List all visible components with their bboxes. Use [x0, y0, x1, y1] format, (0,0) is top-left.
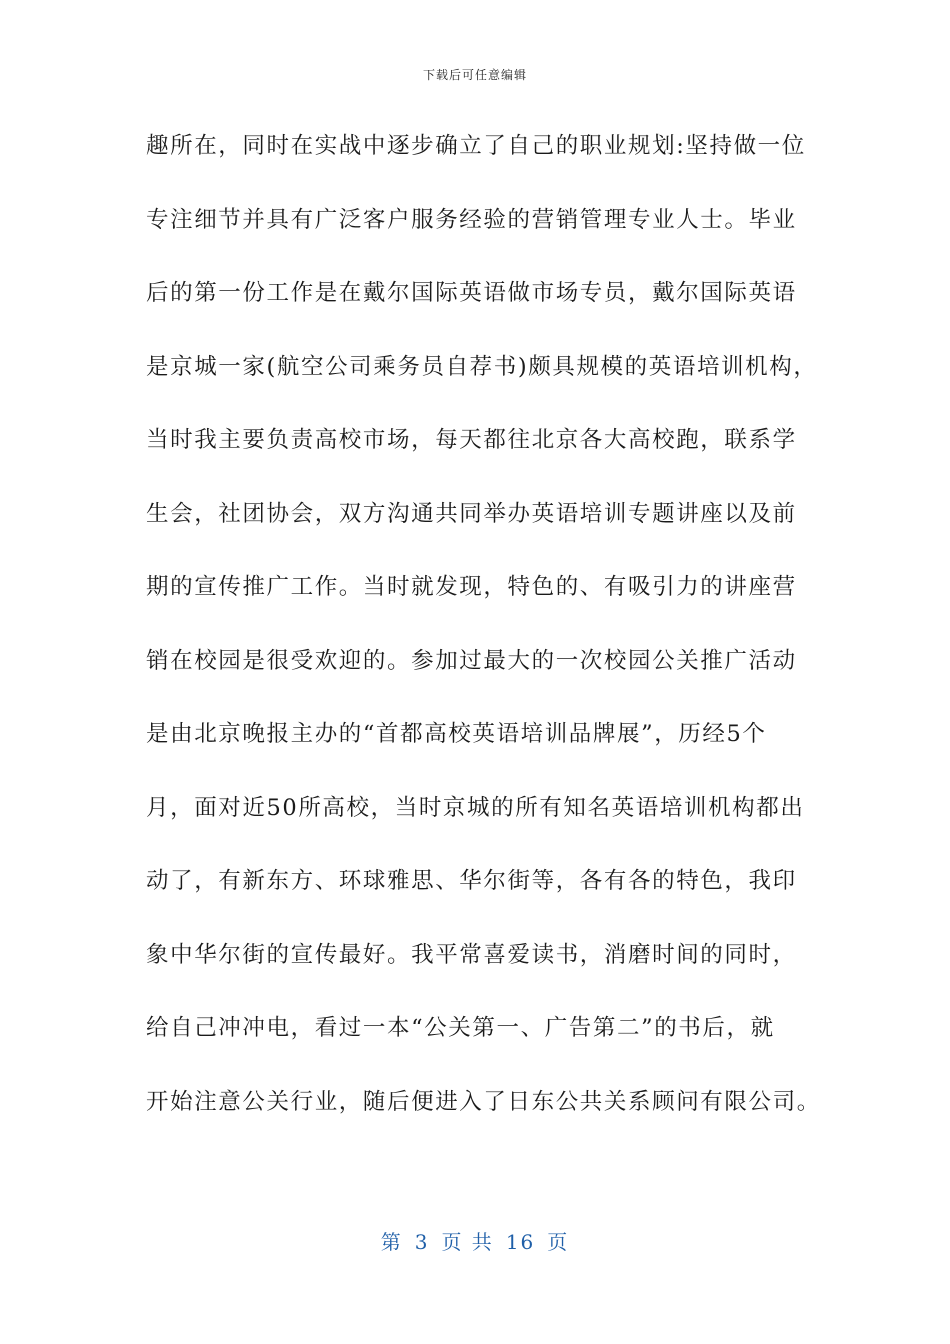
body-line: 开始注意公关行业，随后便进入了日东公共关系顾问有限公司。 [146, 1088, 821, 1115]
body-line: 生会，社团协会，双方沟通共同举办英语培训专题讲座以及前 [146, 500, 797, 527]
body-line: 动了，有新东方、环球雅思、华尔街等，各有各的特色，我印 [146, 868, 797, 894]
body-line: 是由北京晚报主办的“首都高校英语培训品牌展”，历经5个 [146, 721, 767, 747]
body-text [146, 122, 821, 1151]
body-line: 销在校园是很受欢迎的。参加过最大的一次校园公关推广活动 [146, 647, 797, 674]
body-line: 是京城一家(航空公司乘务员自荐书)颇具规模的英语培训机构， [146, 353, 818, 380]
footer-page-number: 3 [414, 1230, 430, 1254]
body-line: 期的宣传推广工作。当时就发现，特色的、有吸引力的讲座营 [146, 574, 797, 600]
footer-middle: 页 共 [441, 1230, 494, 1254]
body-line: 月，面对近50所高校，当时京城的所有知名英语培训机构都出 [146, 794, 805, 821]
footer-prefix: 第 [380, 1230, 403, 1254]
body-line: 后的第一份工作是在戴尔国际英语做市场专员，戴尔国际英语 [146, 280, 797, 306]
body-line: 当时我主要负责高校市场，每天都往北京各大高校跑，联系学 [146, 427, 797, 453]
body-line: 给自己冲冲电，看过一本“公关第一、广告第二”的书后，就 [146, 1015, 775, 1041]
page-footer [0, 1226, 950, 1255]
body-line: 专注细节并具有广泛客户服务经验的营销管理专业人士。毕业 [146, 206, 797, 233]
page-header-note: 下载后可任意编辑 [422, 68, 527, 82]
body-line: 趣所在，同时在实战中逐步确立了自己的职业规划:坚持做一位 [146, 133, 806, 159]
body-line: 象中华尔街的宣传最好。我平常喜爱读书，消磨时间的同时， [146, 941, 797, 968]
footer-suffix: 页 [547, 1230, 570, 1254]
footer-total-pages: 16 [505, 1230, 536, 1254]
